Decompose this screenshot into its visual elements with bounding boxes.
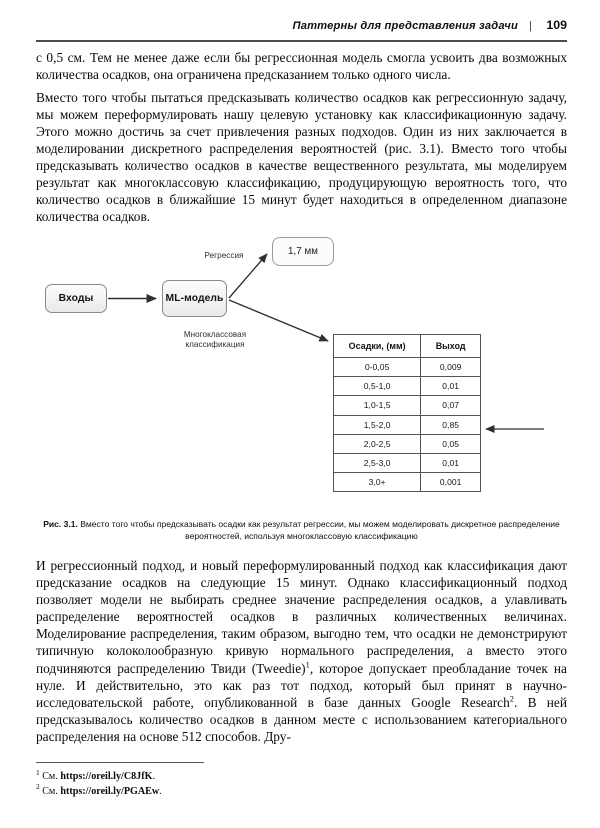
table-row-highlighted bbox=[334, 415, 481, 434]
table-header-precipitation: Осадки, (мм) bbox=[334, 335, 421, 358]
diagram-connectors bbox=[36, 233, 567, 515]
probability-table bbox=[333, 334, 481, 492]
cell-bin: 1,5-2,0 bbox=[334, 415, 421, 434]
figure-3-1 bbox=[36, 233, 567, 515]
cell-bin: 0-0,05 bbox=[334, 358, 421, 377]
header-separator: | bbox=[528, 20, 532, 32]
header-divider bbox=[36, 40, 567, 42]
paragraph-1: с 0,5 см. Тем не менее даже если бы регрессионная модель смогла усвоить два возможных количества осадков, она ограничена предсказанием только одного числа. bbox=[36, 50, 567, 83]
footnote-2-suffix: . bbox=[159, 785, 162, 797]
node-regression-output bbox=[272, 237, 334, 266]
table-row bbox=[334, 473, 481, 492]
footnote-1-url[interactable]: https://oreil.ly/C8JfK bbox=[60, 771, 153, 783]
table-row bbox=[334, 453, 481, 472]
running-header-inner bbox=[36, 18, 567, 35]
page-number: 109 bbox=[546, 18, 567, 32]
edge-label-regression: Регрессия bbox=[204, 251, 244, 260]
table-row bbox=[334, 358, 481, 377]
figure-caption bbox=[42, 519, 561, 542]
figure-caption-label: Рис. 3.1. bbox=[43, 519, 78, 529]
cell-bin: 1,0-1,5 bbox=[334, 396, 421, 415]
footnotes-section bbox=[36, 762, 567, 799]
table-row bbox=[334, 377, 481, 396]
cell-bin: 2,5-3,0 bbox=[334, 453, 421, 472]
footnote-1-suffix: . bbox=[152, 771, 155, 783]
cell-output: 0,01 bbox=[421, 377, 481, 396]
figure-caption-text: Вместо того чтобы предсказывать осадки как результат регрессии, мы можем моделировать дискретное распределение вероятностей, используя многоклассовую классификацию bbox=[77, 519, 560, 541]
running-header bbox=[36, 18, 567, 42]
edge-label-multiclass bbox=[171, 330, 259, 351]
footnote-1-marker: 1 bbox=[36, 767, 40, 777]
node-ml-model-label: ML-модель bbox=[165, 293, 224, 304]
footnote-reference-2: 2 bbox=[509, 694, 514, 704]
paragraph-3 bbox=[36, 557, 567, 745]
footnote-2-prefix: См. bbox=[42, 785, 61, 797]
cell-output: 0,07 bbox=[421, 396, 481, 415]
node-inputs-label: Входы bbox=[58, 293, 94, 304]
footnote-divider bbox=[36, 762, 204, 763]
table-row bbox=[334, 396, 481, 415]
body-text-below-figure bbox=[36, 557, 567, 745]
chapter-title: Паттерны для представления задачи bbox=[292, 20, 518, 32]
edge-label-multiclass-line1: Многоклассовая bbox=[183, 330, 247, 339]
paragraph-2: Вместо того чтобы пытаться предсказывать количество осадков как регрессионную задачу, мы можем переформулировать нашу целевую установку как классификационную задачу. Этого можно достичь за счет привлечения разных подходов. Один из них заключается в моделировании дискретного распределения вероятностей (рис. 3.1). Вместо того чтобы предсказывать количество осадков в качестве вещественного результата, мы моделируем результат как многоклассовую классификацию, продуцирующую вероятность того, что количество осадков в ближайшие 15 минут будет находиться в определенном диапазоне количества осадков. bbox=[36, 89, 567, 225]
footnote-reference-1: 1 bbox=[305, 660, 310, 670]
paragraph-3-seg-c: . В ней предсказывалось количество осадков в данном месте с использованием категориального распределения на основе 512 способов. Дру- bbox=[36, 694, 567, 744]
footnote-2-url[interactable]: https://oreil.ly/PGAEw bbox=[60, 785, 160, 797]
node-ml-model bbox=[162, 280, 227, 317]
probability-table-head bbox=[334, 335, 481, 358]
cell-bin: 3,0+ bbox=[334, 473, 421, 492]
cell-output: 0,001 bbox=[421, 473, 481, 492]
cell-bin: 0,5-1,0 bbox=[334, 377, 421, 396]
edge-label-multiclass-line2: классификация bbox=[185, 340, 245, 350]
probability-table-body bbox=[334, 358, 481, 492]
table-row bbox=[334, 434, 481, 453]
cell-output: 0,05 bbox=[421, 434, 481, 453]
node-inputs bbox=[45, 284, 107, 313]
paragraph-3-seg-a: И регрессионный подход, и новый переформулированный подход как классификация дают предсказание осадков на следующие 15 минут. Однако классификационный подход позволяет модели не выбирать среднее значение распределения осадков, а улавливать распределение вероятностей осадков в различных количественных величинах. Моделирование распределения, таким образом, выгодно тем, что осадки не демонстрируют типичную колоколообразную кривую нормального распределения, а вместо этого подчиняются распределению Твиди (Tweedie) bbox=[36, 558, 567, 676]
cell-bin: 2,0-2,5 bbox=[334, 434, 421, 453]
body-text-above-figure bbox=[36, 49, 567, 225]
cell-output: 0,85 bbox=[421, 415, 481, 434]
cell-output: 0,01 bbox=[421, 453, 481, 472]
cell-output: 0,009 bbox=[421, 358, 481, 377]
footnote-2-marker: 2 bbox=[36, 782, 40, 792]
figure-diagram bbox=[36, 233, 567, 515]
table-header-row bbox=[334, 335, 481, 358]
footnote-2 bbox=[36, 782, 567, 800]
table-header-output: Выход bbox=[421, 335, 481, 358]
node-regression-output-label: 1,7 мм bbox=[287, 246, 319, 257]
footnote-1-prefix: См. bbox=[42, 771, 61, 783]
paragraph-3-seg-b: , которое допускает преобладание точек на нуле. И действительно, это как раз тот подход, который был принят в научно-исследовательской работе, опубликованной в базе данных Google Research bbox=[36, 660, 567, 710]
footnote-1 bbox=[36, 767, 567, 785]
